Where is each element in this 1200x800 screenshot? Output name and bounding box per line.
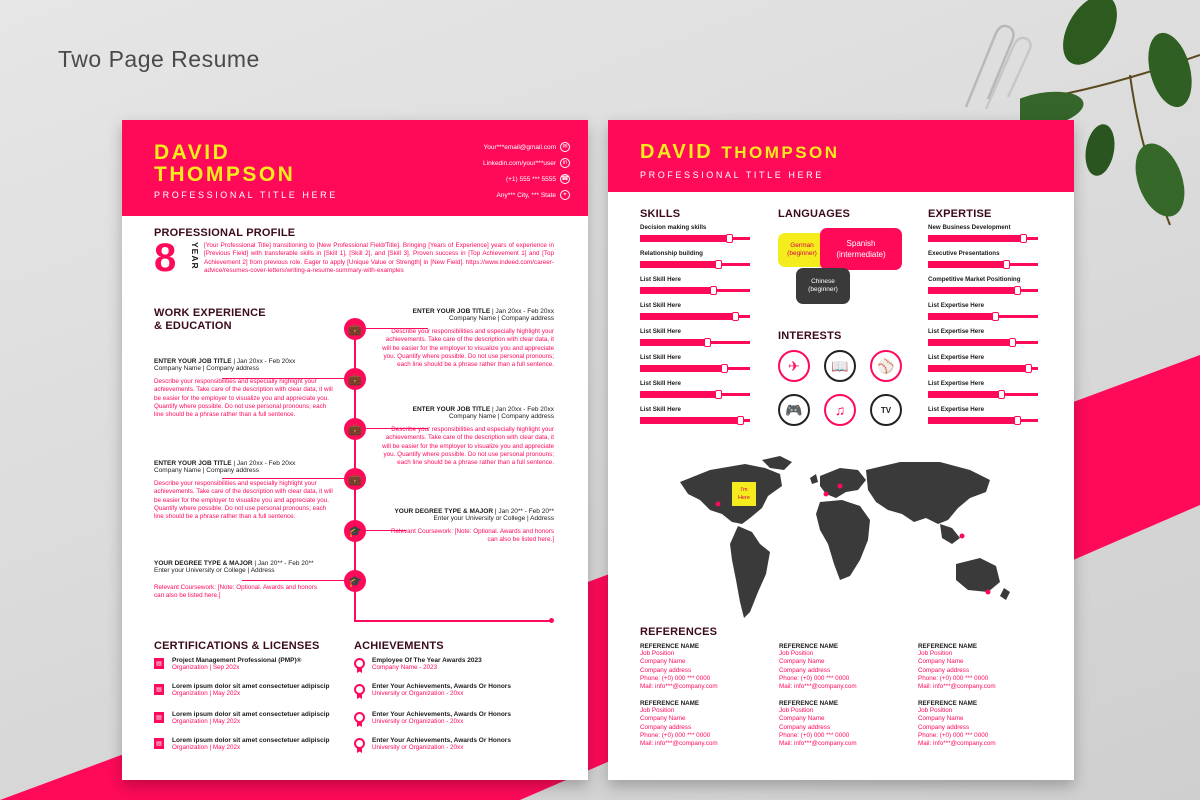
expertise-level-bar	[928, 417, 1038, 424]
briefcase-icon: 💼	[344, 468, 366, 490]
coursework: Relevant Coursework: [Note: Optional. Awards and honors can also be listed here.]	[391, 528, 554, 544]
reading-icon: 📖	[824, 350, 856, 382]
email-icon: ✉	[560, 142, 570, 152]
work-heading-line2: & EDUCATION	[154, 320, 232, 332]
reference-company: Company Name	[918, 715, 964, 723]
job-description: Describe your responsibilities and especially highlight your achievements. Take care of the description with clear data, it will be easier for the employer to visualize you and appreciate you. Quantify where possible. Do not use personal pronouns; each line should be a phrase rather than a full sentence.	[154, 480, 333, 521]
resume-page-2	[608, 120, 1074, 780]
profile-heading: PROFESSIONAL PROFILE	[154, 227, 296, 239]
job-description: Describe your responsibilities and especially highlight your achievements. Take care of the description with clear data, it will be easier for the employer to visualize you and appreciate you. Quantify where possible. Do not use personal pronouns; each line should be a phrase rather than a full sentence.	[382, 328, 554, 369]
contact-phone[interactable]	[506, 174, 570, 184]
certification-item	[172, 737, 329, 751]
reference-mail[interactable]: Mail: info***@company.com	[918, 740, 996, 748]
language-bubble-spanish	[820, 228, 902, 270]
language-bubble-german	[778, 233, 826, 267]
reference-address: Company address	[640, 666, 692, 674]
job-description: Describe your responsibilities and especially highlight your achievements. Take care of the description with clear data, it will be easier for the employer to visualize you and appreciate you. Quantify where possible. Do not use personal pronouns; each line should be a phrase rather than a full sentence.	[154, 378, 333, 419]
expertise-label: Executive Presentations	[928, 250, 1000, 257]
job-dates: | Jan 20xx - Feb 20xx	[231, 460, 296, 467]
skills-level-bar	[640, 417, 750, 424]
skills-level-bar	[640, 261, 750, 268]
skills-label: List Skill Here	[640, 406, 681, 413]
caption: Two Page Resume	[58, 46, 260, 72]
language-level: (beginner)	[808, 286, 838, 293]
reference-mail[interactable]: Mail: info***@company.com	[640, 740, 718, 748]
reference-name: REFERENCE NAME	[779, 643, 839, 650]
reference-address: Company address	[918, 723, 970, 731]
resume-page-1	[122, 120, 588, 780]
airplane-icon: ✈	[778, 350, 810, 382]
reference-company: Company Name	[779, 715, 825, 723]
reference-company: Company Name	[779, 658, 825, 666]
cert-org: Organization | May 202x	[172, 690, 241, 697]
skills-label: List Skill Here	[640, 328, 681, 335]
expertise-label: Competitive Market Positioning	[928, 276, 1021, 283]
achievement-org: Company Name - 2023	[372, 664, 438, 671]
achievement-org: University or Organization - 20xx	[372, 718, 464, 725]
expertise-heading: EXPERTISE	[928, 208, 992, 220]
reference-position: Job Position	[779, 650, 814, 657]
expertise-level-bar	[928, 235, 1038, 242]
reference-card	[779, 643, 857, 691]
skills-heading: SKILLS	[640, 208, 681, 220]
contact-phone-text: (+1) 555 *** 5555	[505, 175, 556, 183]
briefcase-icon: 💼	[344, 418, 366, 440]
interests-heading: INTERESTS	[778, 330, 842, 342]
expertise-level-bar	[928, 339, 1038, 346]
timeline-end-dot	[549, 618, 554, 623]
degree-title: YOUR DEGREE TYPE & MAJOR	[394, 508, 494, 515]
job-company: Company Name | Company address	[448, 315, 554, 322]
contact-location[interactable]	[497, 190, 571, 200]
reference-phone[interactable]: Phone: (+0) 000 *** 0000	[779, 731, 850, 739]
achievement-title: Enter Your Achievements, Awards Or Honors	[372, 711, 511, 718]
full-name	[640, 142, 840, 163]
language-level: (beginner)	[787, 250, 817, 257]
contact-linkedin-text: Linkedin.com/your***user	[483, 159, 556, 167]
baseball-icon: ⚾	[870, 350, 902, 382]
contact-email[interactable]	[484, 142, 570, 152]
achievement-item	[372, 711, 511, 725]
language-name: Chinese	[811, 278, 835, 285]
reference-position: Job Position	[918, 650, 953, 657]
reference-card	[779, 700, 857, 748]
education-entry-2	[154, 560, 334, 601]
degree-dates: | Jan 20** - Feb 20**	[252, 560, 314, 567]
cert-title: Lorem ipsum dolor sit amet consectetuer adipiscip	[172, 683, 330, 690]
job-title: ENTER YOUR JOB TITLE	[154, 460, 232, 467]
education-entry-1	[376, 508, 554, 545]
work-entry-4	[154, 460, 334, 521]
music-icon: ♫	[824, 394, 856, 426]
job-company: Company Name | Company address	[448, 413, 554, 420]
reference-name: REFERENCE NAME	[779, 700, 839, 707]
reference-card	[640, 700, 718, 748]
skills-level-bar	[640, 391, 750, 398]
achievement-title: Employee Of The Year Awards 2023	[372, 657, 482, 664]
reference-mail[interactable]: Mail: info***@company.com	[779, 740, 857, 748]
reference-mail[interactable]: Mail: info***@company.com	[640, 683, 718, 691]
cert-org: Organization | May 202x	[172, 718, 241, 725]
professional-title: PROFESSIONAL TITLE HERE	[154, 190, 338, 200]
language-bubble-chinese	[796, 268, 850, 304]
certification-item	[172, 711, 329, 725]
cert-title: Lorem ipsum dolor sit amet consectetuer adipiscip	[172, 711, 330, 718]
timeline-bottom-line	[354, 620, 550, 622]
reference-card	[640, 643, 718, 691]
profile-text: [Your Professional Title] transitioning to [New Professional Field/Title]. Bringing [Years of Experience] years of experience in [Previous Field] with transferable skills in [Skill 1], [Skill 2], and [Skill 3]. Proven success in [Top Achievement 1] and [Top Achievement 2] from previous role. Eager to apply [Unique Value or Strength] in [New Field]. https://www.indeed.com/career-advice/resumes-cover-letters/writing-a-resume-summary-with-examples	[204, 242, 554, 274]
graduation-cap-icon: 🎓	[344, 570, 366, 592]
expertise-level-bar	[928, 287, 1038, 294]
award-ribbon-icon	[354, 684, 365, 695]
references-heading: REFERENCES	[640, 626, 718, 638]
expertise-level-bar	[928, 365, 1038, 372]
reference-mail[interactable]: Mail: info***@company.com	[779, 683, 857, 691]
reference-name: REFERENCE NAME	[918, 643, 978, 650]
award-ribbon-icon	[354, 712, 365, 723]
expertise-label: List Expertise Here	[928, 406, 985, 413]
tv-icon: TV	[870, 394, 902, 426]
expertise-level-bar	[928, 391, 1038, 398]
contact-location-text: Any*** City, *** State	[496, 191, 556, 199]
job-company: Company Name | Company address	[154, 467, 260, 474]
reference-name: REFERENCE NAME	[640, 643, 700, 650]
certificate-icon: ▤	[154, 658, 164, 669]
work-entry-1	[376, 308, 554, 369]
reference-phone[interactable]: Phone: (+0) 000 *** 0000	[918, 674, 989, 682]
skills-label: List Skill Here	[640, 354, 681, 361]
reference-phone[interactable]: Phone: (+0) 000 *** 0000	[918, 731, 989, 739]
contact-linkedin[interactable]	[483, 158, 570, 168]
expertise-label: New Business Development	[928, 224, 1011, 231]
reference-phone[interactable]: Phone: (+0) 000 *** 0000	[640, 674, 711, 682]
skills-level-bar	[640, 339, 750, 346]
marker-label: Here	[738, 495, 750, 501]
certificate-icon: ▤	[154, 684, 164, 695]
expertise-level-bar	[928, 261, 1038, 268]
reference-address: Company address	[779, 723, 831, 731]
skills-label: List Skill Here	[640, 276, 681, 283]
reference-position: Job Position	[640, 650, 675, 657]
skills-level-bar	[640, 235, 750, 242]
job-dates: | Jan 20xx - Feb 20xx	[490, 308, 554, 315]
skills-label: Relationship building	[640, 250, 703, 257]
reference-address: Company address	[918, 666, 970, 674]
expertise-label: List Expertise Here	[928, 380, 985, 387]
job-description: Describe your responsibilities and especially highlight your achievements. Take care of the description with clear data, it will be easier for the employer to visualize you and appreciate you. Quantify where possible. Do not use personal pronouns; each line should be a phrase rather than a full sentence.	[382, 426, 554, 467]
degree-dates: | Jan 20** - Feb 20**	[493, 508, 554, 515]
page1-header	[122, 120, 588, 216]
job-title: ENTER YOUR JOB TITLE	[154, 358, 232, 365]
briefcase-icon: 💼	[344, 368, 366, 390]
reference-position: Job Position	[640, 707, 675, 714]
certificate-icon: ▤	[154, 738, 164, 749]
reference-name: REFERENCE NAME	[640, 700, 700, 707]
expertise-label: List Expertise Here	[928, 302, 985, 309]
university: Enter your University or College | Address	[433, 515, 554, 522]
cert-title: Project Management Professional (PMP)®	[172, 657, 302, 664]
reference-company: Company Name	[640, 715, 686, 723]
reference-company: Company Name	[918, 658, 964, 666]
linkedin-icon: in	[560, 158, 570, 168]
reference-mail[interactable]: Mail: info***@company.com	[918, 683, 996, 691]
achievement-item	[372, 737, 511, 751]
im-here-marker	[732, 482, 756, 506]
expertise-label: List Expertise Here	[928, 328, 985, 335]
page2-header	[608, 120, 1074, 192]
achievements-heading: ACHIEVEMENTS	[354, 640, 444, 652]
reference-position: Job Position	[779, 707, 814, 714]
languages-heading: LANGUAGES	[778, 208, 851, 220]
phone-icon: ☎	[561, 176, 569, 182]
reference-card	[918, 700, 996, 748]
expertise-level-bar	[928, 313, 1038, 320]
skills-label: Decision making skills	[640, 224, 707, 231]
certifications-heading: CERTIFICATIONS & LICENSES	[154, 640, 320, 652]
last-name: THOMPSON	[721, 143, 840, 162]
graduation-cap-icon: 🎓	[344, 520, 366, 542]
briefcase-icon: 💼	[344, 318, 366, 340]
skills-level-bar	[640, 313, 750, 320]
coursework: Relevant Coursework: [Note: Optional. Awards and honors can also be listed here.]	[154, 584, 317, 600]
location-icon: ⌖	[560, 190, 570, 200]
certification-item	[172, 683, 329, 697]
certificate-icon: ▤	[154, 712, 164, 723]
reference-phone[interactable]: Phone: (+0) 000 *** 0000	[640, 731, 711, 739]
cert-org: Organization | May 202x	[172, 744, 241, 751]
expertise-label: List Expertise Here	[928, 354, 985, 361]
first-name: DAVID	[640, 141, 714, 163]
reference-phone[interactable]: Phone: (+0) 000 *** 0000	[779, 674, 850, 682]
last-name: THOMPSON	[154, 163, 296, 186]
award-ribbon-icon	[354, 658, 365, 669]
achievement-org: University or Organization - 20xx	[372, 744, 464, 751]
first-name: DAVID	[154, 141, 231, 164]
achievement-item	[372, 683, 511, 697]
skills-label: List Skill Here	[640, 302, 681, 309]
skills-label: List Skill Here	[640, 380, 681, 387]
job-title: ENTER YOUR JOB TITLE	[412, 308, 491, 315]
skills-level-bar	[640, 287, 750, 294]
achievement-org: University or Organization - 20xx	[372, 690, 464, 697]
skills-level-bar	[640, 365, 750, 372]
professional-title: PROFESSIONAL TITLE HERE	[640, 170, 824, 180]
reference-address: Company address	[640, 723, 692, 731]
award-ribbon-icon	[354, 738, 365, 749]
cert-org: Organization | Sep 202x	[172, 664, 240, 671]
university: Enter your University or College | Address	[154, 567, 275, 574]
achievement-item	[372, 657, 482, 671]
reference-company: Company Name	[640, 658, 686, 666]
contact-email-text: Your***email@gmail.com	[483, 143, 556, 151]
world-map	[670, 452, 1030, 632]
certification-item	[172, 657, 301, 671]
years-number: 8	[154, 236, 177, 280]
work-heading-line1: WORK EXPERIENCE	[154, 307, 266, 319]
marker-label: I'm	[740, 487, 748, 493]
gamepad-icon: 🎮	[778, 394, 810, 426]
reference-card	[918, 643, 996, 691]
language-name: German	[790, 242, 814, 249]
work-entry-3	[376, 406, 554, 467]
degree-title: YOUR DEGREE TYPE & MAJOR	[154, 560, 253, 567]
reference-position: Job Position	[918, 707, 953, 714]
job-dates: | Jan 20xx - Feb 20xx	[231, 358, 296, 365]
achievement-title: Enter Your Achievements, Awards Or Honors	[372, 737, 511, 744]
work-entry-2	[154, 358, 334, 419]
years-label: YEAR	[190, 242, 200, 270]
job-company: Company Name | Company address	[154, 365, 260, 372]
reference-name: REFERENCE NAME	[918, 700, 978, 707]
language-name: Spanish	[846, 239, 876, 248]
language-level: (intermediate)	[836, 250, 886, 259]
cert-title: Lorem ipsum dolor sit amet consectetuer adipiscip	[172, 737, 330, 744]
achievement-title: Enter Your Achievements, Awards Or Honors	[372, 683, 511, 690]
job-dates: | Jan 20xx - Feb 20xx	[490, 406, 554, 413]
job-title: ENTER YOUR JOB TITLE	[412, 406, 491, 413]
reference-address: Company address	[779, 666, 831, 674]
